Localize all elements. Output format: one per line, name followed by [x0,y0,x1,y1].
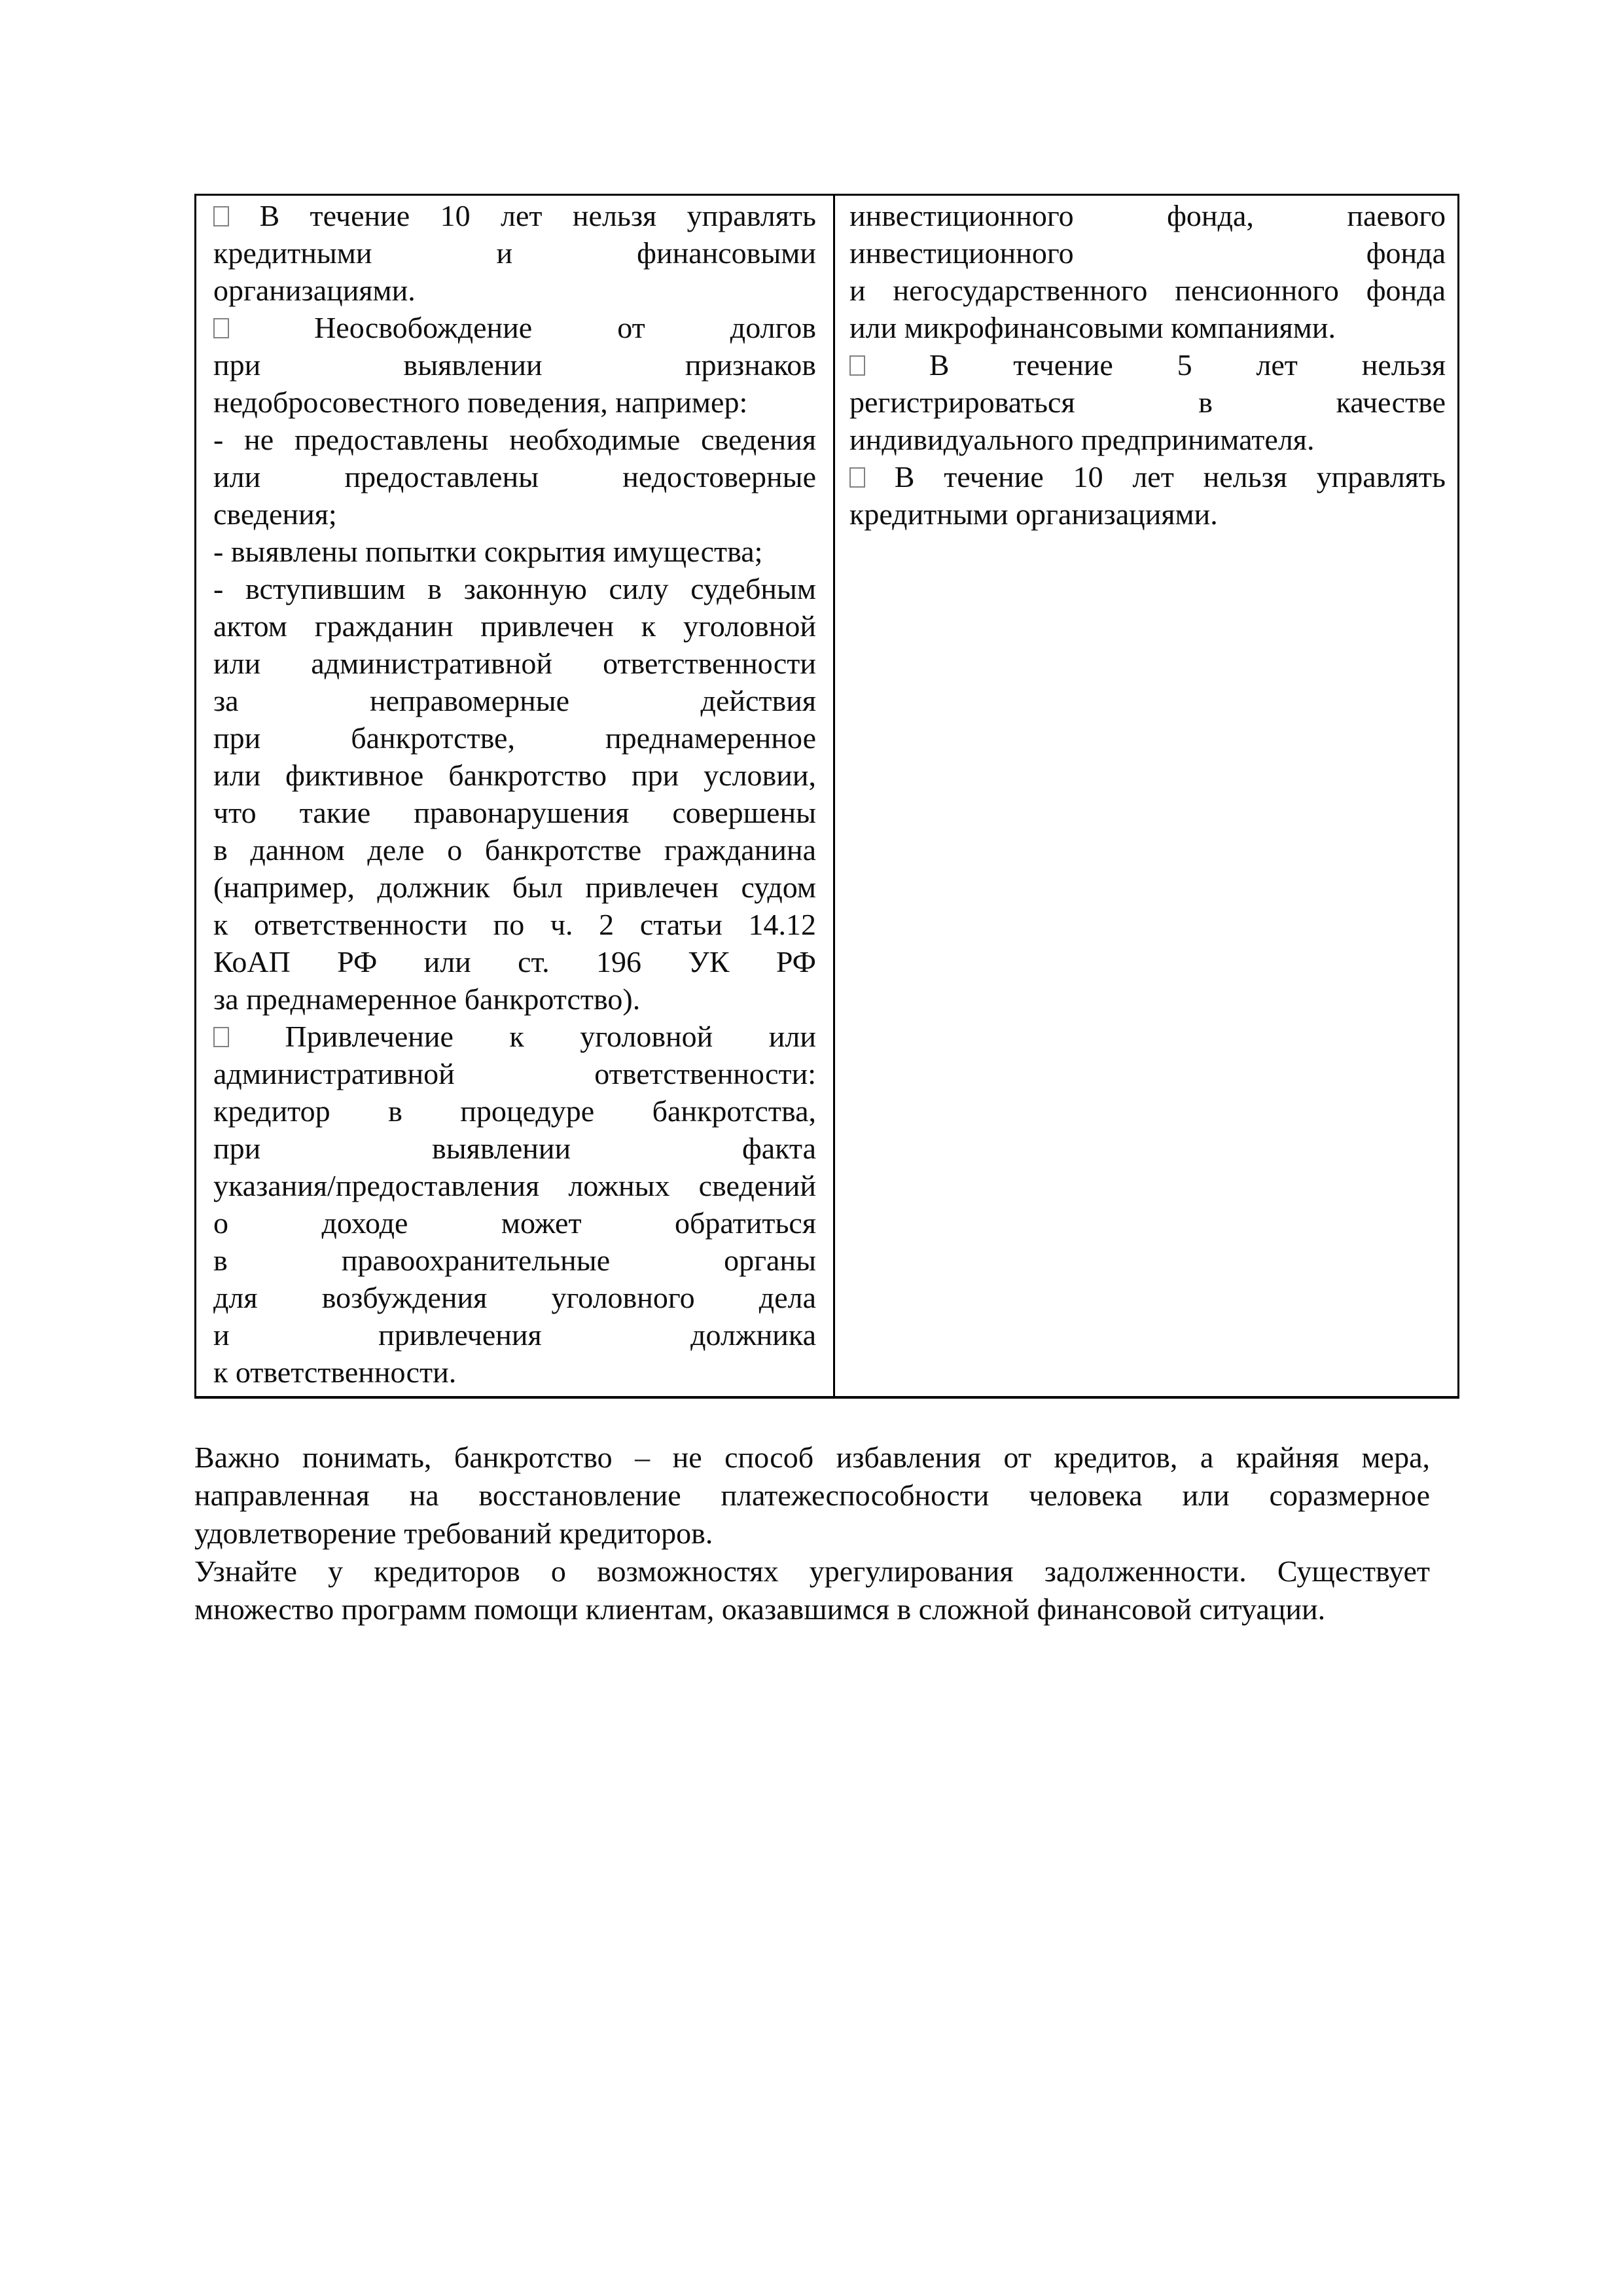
text-line: удовлетворение требований кредиторов. [194,1516,713,1550]
text-line: в данном деле о банкротстве гражданина [213,833,816,867]
text-line: Неосвобождение от долгов [213,309,816,346]
text-line: - выявлены попытки сокрытия имущества; [213,535,763,568]
table-cell-left [196,196,835,1396]
text-line: (например, должник был привлечен судом [213,870,816,904]
text-line: при выявлении признаков [213,348,816,382]
text-line: или предоставлены недостоверные [213,460,816,493]
empty-checkbox-icon [849,467,865,488]
text-line: В течение 10 лет нельзя управлять [849,458,1446,495]
table-cell-right [835,196,1457,1396]
text-line: за неправомерные действия [213,684,816,717]
text-line: к ответственности по ч. 2 статьи 14.12 [213,908,816,941]
text-line: инвестиционного фонда, паевого [849,199,1446,232]
text-line: организациями. [213,274,416,307]
text-line: указания/предоставления ложных сведений [213,1169,816,1202]
text-line: актом гражданин привлечен к уголовной [213,609,816,643]
text-line: и привлечения должника [213,1318,816,1352]
text-line: кредитор в процедуре банкротства, [213,1094,816,1128]
text-line: при банкротстве, преднамеренное [213,721,816,755]
text-line: недобросовестного поведения, например: [213,386,748,419]
closing-paragraphs [194,1439,1430,1628]
text-line: Важно понимать, банкротство – не способ избавления от кредитов, а крайняя мера, [194,1441,1430,1474]
text-line: или микрофинансовыми компаниями. [849,311,1336,344]
text-line: КоАП РФ или ст. 196 УК РФ [213,945,816,978]
text-line: - не предоставлены необходимые сведения [213,423,816,456]
text-line: Привлечение к уголовной или [213,1018,816,1055]
text-line: или административной ответственности [213,647,816,680]
text-line: сведения; [213,497,337,531]
text-line: административной ответственности: [213,1057,816,1090]
text-line: Узнайте у кредиторов о возможностях урегулирования задолженности. Существует [194,1554,1430,1588]
empty-checkbox-icon [849,355,865,376]
text-line: регистрироваться в качестве [849,386,1446,419]
empty-checkbox-icon [213,206,229,226]
empty-checkbox-icon [213,1027,229,1047]
text-line: или фиктивное банкротство при условии, [213,759,816,792]
text-line: о доходе может обратиться [213,1206,816,1240]
text-line: - вступившим в законную силу судебным [213,572,816,605]
text-line: и негосударственного пенсионного фонда [849,274,1446,307]
text-line: В течение 10 лет нельзя управлять [213,197,816,234]
text-line: индивидуального предпринимателя. [849,423,1315,456]
text-line: кредитными и финансовыми [213,236,816,270]
text-line: в правоохранительные органы [213,1244,816,1277]
text-line: для возбуждения уголовного дела [213,1281,816,1314]
empty-checkbox-icon [213,318,229,338]
text-line: при выявлении факта [213,1132,816,1165]
text-line: кредитными организациями. [849,497,1218,531]
text-line: множество программ помощи клиентам, оказавшимся в сложной финансовой ситуации. [194,1592,1326,1626]
consequences-table [194,194,1459,1399]
text-line: что такие правонарушения совершены [213,796,816,829]
text-line: за преднамеренное банкротство). [213,982,641,1016]
text-line: инвестиционного фонда [849,236,1446,270]
text-line: к ответственности. [213,1355,457,1389]
text-line: В течение 5 лет нельзя [849,346,1446,384]
text-line: направленная на восстановление платежеспособности человека или соразмерное [194,1479,1430,1512]
